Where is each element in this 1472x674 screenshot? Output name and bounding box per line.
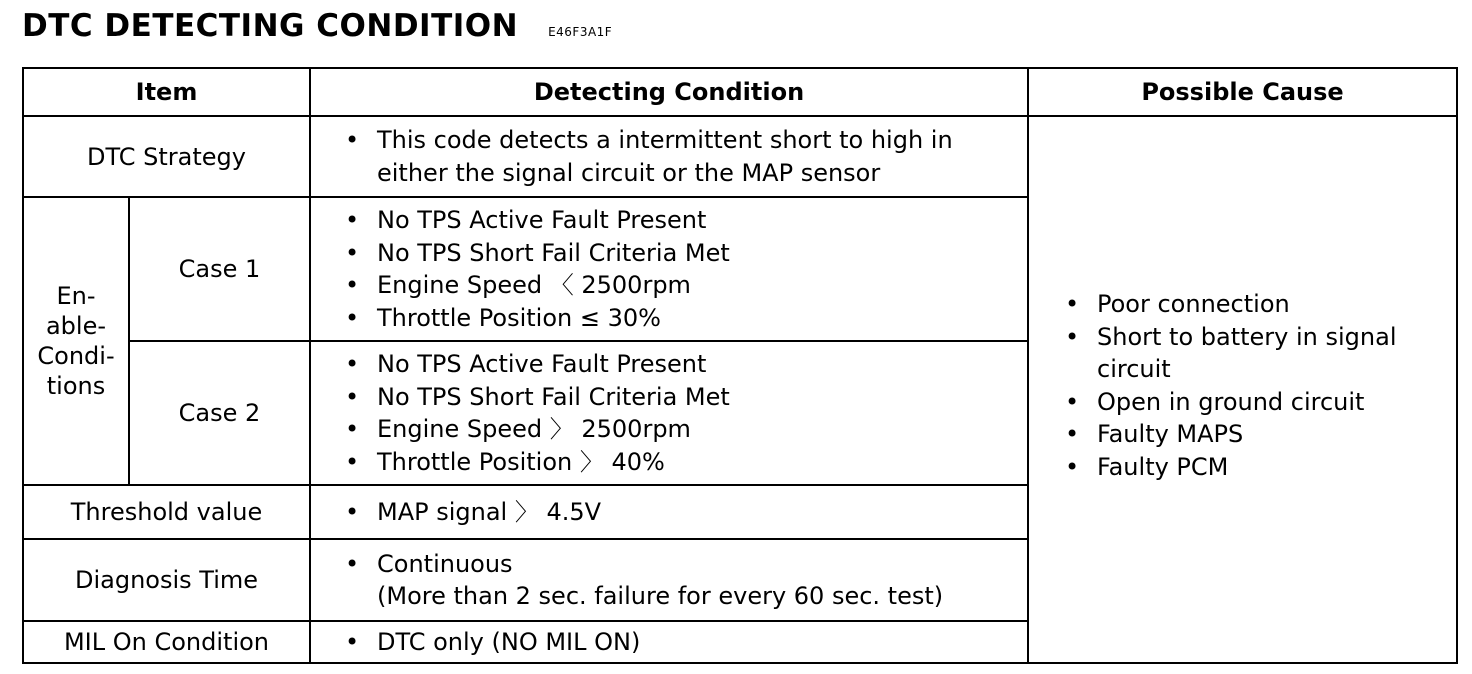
cause-item: • Short to battery in signal circuit — [1059, 321, 1456, 386]
mil-conditions — [310, 621, 1028, 663]
list-item: • MAP signal 〉 4.5V — [339, 496, 1027, 529]
list-item: • No TPS Short Fail Criteria Met — [339, 381, 1027, 414]
list-item — [339, 548, 1027, 613]
table-header-row — [23, 68, 1457, 116]
mil-label: MIL On Condition — [23, 621, 310, 663]
threshold-label: Threshold value — [23, 485, 310, 539]
list-item: • Engine Speed 〉 2500rpm — [339, 413, 1027, 446]
list-item: • No TPS Short Fail Criteria Met — [339, 237, 1027, 270]
page-header — [22, 8, 612, 48]
case1-conditions — [310, 197, 1028, 341]
cause-item: • Faulty MAPS — [1059, 418, 1456, 451]
header-item: Item — [23, 68, 310, 116]
list-item: • Engine Speed 〈 2500rpm — [339, 269, 1027, 302]
enable-conditions-label — [23, 197, 129, 485]
header-possible-cause: Possible Cause — [1028, 68, 1457, 116]
list-item: • Throttle Position 〉 40% — [339, 446, 1027, 479]
list-item: • This code detects a intermittent short to high in either the signal circuit or the MAP sensor — [339, 124, 1027, 189]
document-code: E46F3A1F — [548, 25, 613, 39]
cause-item: • Poor connection — [1059, 288, 1456, 321]
dtc-condition-table — [22, 67, 1458, 664]
diagnosis-label: Diagnosis Time — [23, 539, 310, 621]
table-row-strategy — [23, 116, 1457, 197]
page-title: DTC DETECTING CONDITION — [22, 8, 519, 44]
case2-conditions — [310, 341, 1028, 485]
strategy-label: DTC Strategy — [23, 116, 310, 197]
enable-label-line: able- — [45, 312, 107, 340]
header-detecting-condition: Detecting Condition — [310, 68, 1028, 116]
list-item: • No TPS Active Fault Present — [339, 204, 1027, 237]
diagnosis-line: • Continuous — [377, 549, 513, 578]
threshold-conditions — [310, 485, 1028, 539]
enable-label-line: En- — [56, 282, 96, 310]
case1-label: Case 1 — [129, 197, 310, 341]
enable-label-line: Condi- — [37, 342, 115, 370]
case2-label: Case 2 — [129, 341, 310, 485]
enable-label-line: tions — [46, 372, 106, 400]
diagnosis-conditions — [310, 539, 1028, 621]
list-item: • Throttle Position ≤ 30% — [339, 302, 1027, 335]
diagnosis-line: (More than 2 sec. failure for every 60 sec. test) — [377, 582, 944, 610]
strategy-conditions — [310, 116, 1028, 197]
cause-item: • Faulty PCM — [1059, 451, 1456, 484]
list-item: • No TPS Active Fault Present — [339, 348, 1027, 381]
possible-causes-cell — [1028, 116, 1457, 663]
list-item: • DTC only (NO MIL ON) — [339, 626, 1027, 659]
cause-item: • Open in ground circuit — [1059, 386, 1456, 419]
